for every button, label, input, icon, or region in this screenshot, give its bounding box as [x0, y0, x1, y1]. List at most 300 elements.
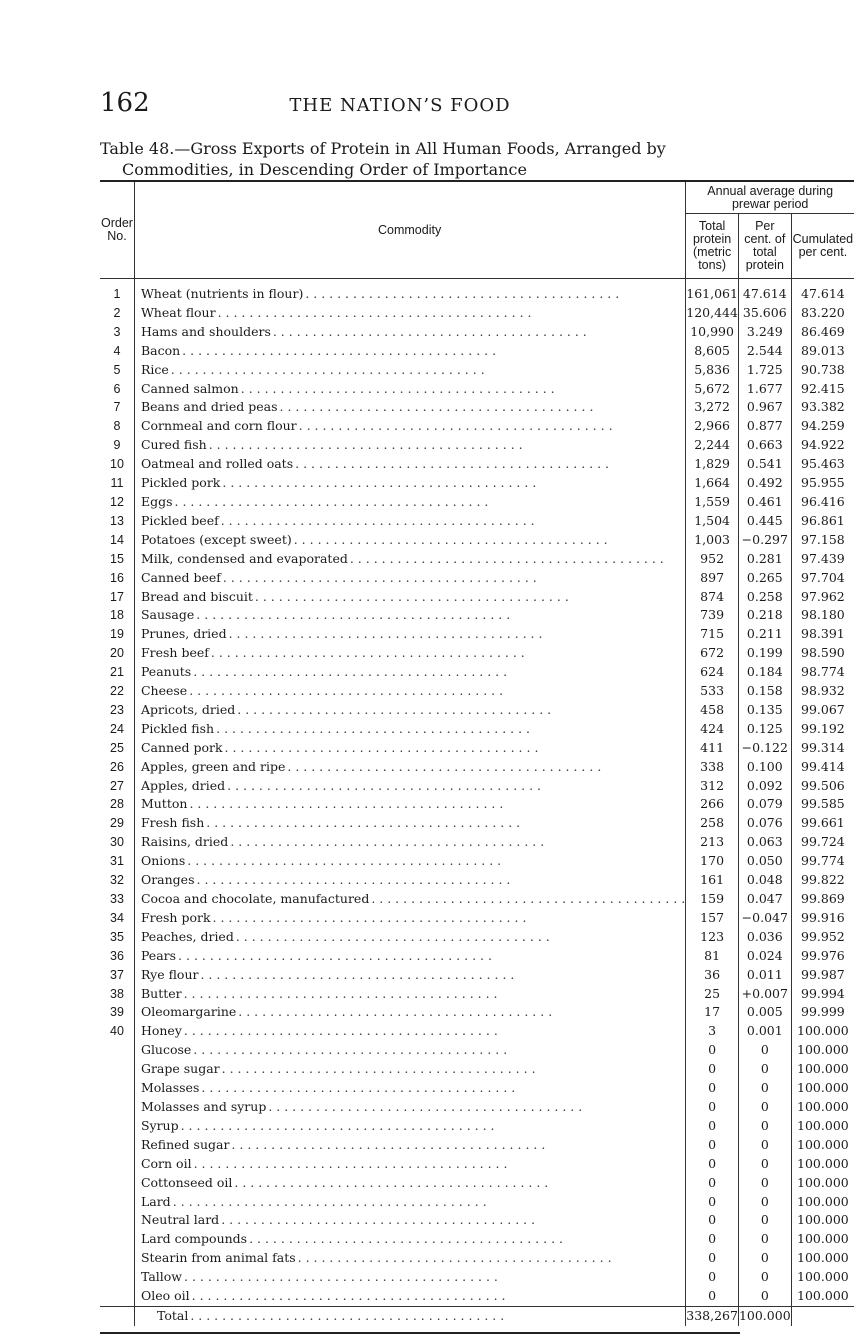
commodity-label: Canned pork	[140, 739, 223, 755]
leader-dots: . . . . . . . . . . . . . . . . . . . . . . . . . . . . . . . . . . . . . . . .	[293, 531, 608, 547]
order-cell: 28	[110, 797, 124, 812]
percent-cell: 0.036	[738, 928, 791, 947]
percent-cell: 0.011	[738, 966, 791, 985]
order-cell: 12	[110, 494, 124, 509]
percent-cell: 0.967	[738, 398, 791, 417]
commodity-cell	[134, 909, 685, 928]
cumulated-cell: 100.000	[797, 1117, 849, 1133]
table-row	[100, 682, 854, 701]
commodity-label: Wheat flour	[140, 304, 216, 320]
cumulated-cell: 99.976	[801, 947, 845, 963]
commodity-cell	[134, 1211, 685, 1230]
commodity-cell	[134, 550, 685, 569]
cumulated-cell: 95.463	[801, 456, 845, 472]
cumulated-cell: 99.774	[801, 853, 845, 869]
percent-cell: 0	[738, 1193, 791, 1212]
total-protein-cell: 1,003	[686, 531, 739, 550]
order-cell: 27	[110, 778, 124, 793]
table-row	[100, 550, 854, 569]
cumulated-cell: 97.704	[801, 569, 845, 585]
total-protein-cell: 10,990	[686, 323, 739, 342]
cumulated-cell: 99.987	[801, 966, 845, 982]
leader-dots: . . . . . . . . . . . . . . . . . . . . . . . . . . . . . . . . . . . . . . . .	[216, 720, 531, 736]
commodity-cell	[134, 304, 685, 323]
percent-cell: 0	[738, 1155, 791, 1174]
table-row	[100, 663, 854, 682]
total-protein-cell: 120,444	[686, 304, 739, 323]
percent-cell: 0.125	[738, 720, 791, 739]
table-row	[100, 1136, 854, 1155]
commodity-label: Cocoa and chocolate, manufactured	[140, 891, 370, 906]
percent-cell: 0	[738, 1098, 791, 1117]
table-row	[100, 701, 854, 720]
percent-cell: 0.199	[738, 644, 791, 663]
cumulated-cell: 100.000	[797, 1042, 849, 1058]
running-head: THE NATION’S FOOD	[289, 95, 511, 116]
commodity-cell	[134, 966, 685, 985]
total-protein-cell: 3	[686, 1022, 739, 1041]
order-cell: 37	[110, 967, 124, 982]
commodity-label: Hams and shoulders	[140, 323, 271, 339]
total-protein-cell: 161,061	[686, 279, 739, 304]
percent-cell: 0.135	[738, 701, 791, 720]
commodity-cell	[134, 1268, 685, 1287]
table-row	[100, 512, 854, 531]
table-row	[100, 606, 854, 625]
commodity-cell	[134, 436, 685, 455]
percent-cell: +0.007	[738, 985, 791, 1004]
table-row	[100, 833, 854, 852]
cumulated-cell: 98.932	[801, 683, 845, 699]
commodity-cell	[134, 1117, 685, 1136]
commodity-cell	[134, 682, 685, 701]
commodity-cell	[134, 380, 685, 399]
total-protein-cell: 672	[686, 644, 739, 663]
commodity-cell	[134, 644, 685, 663]
order-cell: 1	[113, 287, 121, 301]
commodity-label: Pears	[140, 947, 177, 963]
order-cell	[100, 1060, 134, 1079]
total-protein-cell: 0	[686, 1230, 739, 1249]
commodity-cell	[134, 398, 685, 417]
table-row	[100, 966, 854, 985]
table-row	[100, 758, 854, 777]
table-row	[100, 1098, 854, 1117]
order-cell: 16	[110, 570, 124, 585]
cumulated-cell: 99.414	[801, 758, 845, 774]
commodity-label: Stearin from animal fats	[140, 1250, 296, 1266]
cumulated-cell: 93.382	[801, 399, 845, 415]
commodity-cell	[134, 342, 685, 361]
percent-cell: 0	[738, 1230, 791, 1249]
percent-cell: 0.877	[738, 417, 791, 436]
commodity-label: Cornmeal and corn flour	[140, 418, 297, 434]
table-row	[100, 852, 854, 871]
total-protein-cell: 0	[686, 1268, 739, 1287]
total-cumulated-cell	[791, 1306, 854, 1325]
commodity-cell	[134, 795, 685, 814]
commodity-cell	[134, 279, 685, 304]
commodity-cell	[134, 1079, 685, 1098]
total-protein-cell: 0	[686, 1287, 739, 1306]
commodity-label: Total	[156, 1307, 189, 1323]
percent-cell: 0.047	[738, 890, 791, 909]
table-row	[100, 304, 854, 323]
cumulated-cell: 96.416	[801, 493, 845, 509]
commodity-cell	[134, 758, 685, 777]
total-protein-cell: 170	[686, 852, 739, 871]
leader-dots: . . . . . . . . . . . . . . . . . . . . . . . . . . . . . . . . . . . . . . . .	[193, 1155, 508, 1171]
total-protein-cell: 0	[686, 1155, 739, 1174]
cumulated-cell: 100.000	[797, 1288, 849, 1304]
order-cell: 8	[113, 419, 121, 434]
commodity-cell	[134, 1060, 685, 1079]
commodity-label: Prunes, dried	[140, 626, 227, 642]
leader-dots: . . . . . . . . . . . . . . . . . . . . . . . . . . . . . . . . . . . . . . . .	[224, 739, 539, 755]
total-protein-cell: 897	[686, 569, 739, 588]
table-row	[100, 1022, 854, 1041]
commodity-cell	[134, 323, 685, 342]
leader-dots: . . . . . . . . . . . . . . . . . . . . . . . . . . . . . . . . . . . . . . . .	[249, 1231, 563, 1247]
leader-dots: . . . . . . . . . . . . . . . . . . . . . . . . . . . . . . . . . . . . . . . .	[297, 1250, 612, 1266]
commodity-cell	[134, 1022, 685, 1041]
percent-cell: 2.544	[738, 342, 791, 361]
leader-dots: . . . . . . . . . . . . . . . . . . . . . . . . . . . . . . . . . . . . . . . .	[187, 853, 502, 869]
cumulated-cell: 97.158	[801, 531, 845, 547]
order-cell: 5	[113, 362, 121, 377]
leader-dots: . . . . . . . . . . . . . . . . . . . . . . . . . . . . . . . . . . . . . . . .	[235, 928, 550, 944]
total-protein-cell: 458	[686, 701, 739, 720]
leader-dots: . . . . . . . . . . . . . . . . . . . . . . . . . . . . . . . . . . . . . . . .	[201, 1080, 516, 1096]
leader-dots: . . . . . . . . . . . . . . . . . . . . . . . . . . . . . . . . . . . . . . . .	[298, 418, 613, 434]
total-row	[100, 1306, 854, 1325]
cumulated-cell: 99.661	[801, 815, 845, 831]
percent-cell: 0.184	[738, 663, 791, 682]
commodity-label: Cured fish	[140, 437, 207, 453]
leader-dots: . . . . . . . . . . . . . . . . . . . . . . . . . . . . . . . . . . . . . . . .	[240, 380, 555, 396]
table-row	[100, 323, 854, 342]
table-row	[100, 814, 854, 833]
total-protein-cell: 2,244	[686, 436, 739, 455]
total-protein-cell: 5,672	[686, 380, 739, 399]
total-protein-sum: 338,267	[686, 1306, 739, 1325]
percent-cell: 0.079	[738, 795, 791, 814]
commodity-label: Oranges	[140, 872, 195, 888]
percent-cell: 0	[738, 1174, 791, 1193]
cumulated-cell: 99.585	[801, 796, 845, 812]
total-protein-cell: 1,664	[686, 474, 739, 493]
table-row	[100, 588, 854, 607]
commodity-cell	[134, 928, 685, 947]
cumulated-cell: 99.869	[801, 891, 845, 906]
leader-dots: . . . . . . . . . . . . . . . . . . . . . . . . . . . . . . . . . . . . . . . .	[222, 475, 537, 491]
commodity-label: Oleomargarine	[140, 1004, 237, 1020]
total-protein-cell: 0	[686, 1193, 739, 1212]
commodity-cell	[134, 493, 685, 512]
commodity-label: Butter	[140, 985, 182, 1001]
commodity-label: Oatmeal and rolled oats	[140, 456, 294, 472]
total-protein-cell: 0	[686, 1098, 739, 1117]
total-protein-cell: 266	[686, 795, 739, 814]
commodity-label: Rice	[140, 361, 169, 377]
leader-dots: . . . . . . . . . . . . . . . . . . . . . . . . . . . . . . . . . . . . . . . .	[183, 985, 498, 1001]
percent-cell: 0	[738, 1041, 791, 1060]
order-cell: 26	[110, 759, 124, 774]
total-protein-cell: 312	[686, 777, 739, 796]
cumulated-cell: 100.000	[797, 1098, 849, 1114]
leader-dots: . . . . . . . . . . . . . . . . . . . . . . . . . . . . . . . . . . . . . . . .	[193, 664, 508, 680]
cumulated-cell: 100.000	[797, 1269, 849, 1285]
total-protein-cell: 1,829	[686, 455, 739, 474]
cumulated-cell: 86.469	[801, 323, 845, 339]
order-cell	[100, 1041, 134, 1060]
table-row	[100, 1003, 854, 1022]
percent-cell: −0.122	[738, 739, 791, 758]
commodity-cell	[134, 1174, 685, 1193]
table-row	[100, 1249, 854, 1268]
table-header	[100, 181, 854, 279]
cumulated-cell: 100.000	[797, 1061, 849, 1077]
total-protein-cell: 338	[686, 758, 739, 777]
table-row	[100, 1041, 854, 1060]
order-cell: 7	[113, 400, 121, 415]
leader-dots: . . . . . . . . . . . . . . . . . . . . . . . . . . . . . . . . . . . . . . . .	[180, 1117, 495, 1133]
total-protein-cell: 161	[686, 871, 739, 890]
commodity-label: Apples, green and ripe	[140, 758, 286, 774]
order-cell: 31	[110, 854, 124, 869]
order-cell	[100, 1079, 134, 1098]
percent-cell: 0.265	[738, 569, 791, 588]
commodity-label: Tallow	[140, 1269, 182, 1285]
percent-cell: 0	[738, 1211, 791, 1230]
table-row	[100, 380, 854, 399]
commodity-cell	[134, 871, 685, 890]
commodity-label: Canned salmon	[140, 380, 239, 396]
order-cell: 30	[110, 835, 124, 850]
commodity-label: Corn oil	[140, 1155, 192, 1171]
commodity-cell	[134, 1287, 685, 1306]
commodity-label: Grape sugar	[140, 1061, 220, 1077]
leader-dots: . . . . . . . . . . . . . . . . . . . . . . . . . . . . . . . . . . . . . . . .	[231, 1136, 546, 1152]
order-cell: 24	[110, 721, 124, 736]
total-protein-cell: 533	[686, 682, 739, 701]
order-cell: 32	[110, 873, 124, 888]
cumulated-cell: 83.220	[801, 304, 845, 320]
percent-cell: 0.461	[738, 493, 791, 512]
commodity-cell	[134, 1193, 685, 1212]
leader-dots: . . . . . . . . . . . . . . . . . . . . . . . . . . . . . . . . . . . . . . . .	[212, 909, 527, 925]
table-row	[100, 493, 854, 512]
order-cell	[100, 1117, 134, 1136]
leader-dots: . . . . . . . . . . . . . . . . . . . . . . . . . . . . . . . . . . . . . . . .	[221, 1061, 536, 1077]
percent-cell: 0.541	[738, 455, 791, 474]
table-row	[100, 739, 854, 758]
leader-dots: . . . . . . . . . . . . . . . . . . . . . . . . . . . . . . . . . . . . . . . .	[234, 1174, 549, 1190]
percent-cell: 0	[738, 1268, 791, 1287]
cumulated-cell: 99.724	[801, 834, 845, 850]
total-protein-cell: 952	[686, 550, 739, 569]
leader-dots: . . . . . . . . . . . . . . . . . . . . . . . . . . . . . . . . . . . . . . . .	[227, 777, 542, 793]
leader-dots: . . . . . . . . . . . . . . . . . . . . . . . . . . . . . . . . . . . . . . . .	[170, 361, 485, 377]
commodity-label: Oleo oil	[140, 1288, 190, 1304]
order-cell: 9	[113, 438, 121, 453]
leader-dots: . . . . . . . . . . . . . . . . . . . . . . . . . . . . . . . . . . . . . . . .	[220, 512, 535, 528]
total-protein-cell: 2,966	[686, 417, 739, 436]
commodity-label: Bacon	[140, 342, 181, 358]
table-row	[100, 279, 854, 304]
table-row	[100, 531, 854, 550]
order-cell: 18	[110, 608, 124, 623]
order-cell: 11	[110, 476, 124, 491]
leader-dots: . . . . . . . . . . . . . . . . . . . . . . . . . . . . . . . . . . . . . . . .	[237, 701, 552, 717]
cumulated-cell: 98.590	[801, 645, 845, 661]
total-protein-cell: 3,272	[686, 398, 739, 417]
commodity-label: Mutton	[140, 796, 188, 812]
order-cell: 25	[110, 740, 124, 755]
percent-cell: 0.445	[738, 512, 791, 531]
cumulated-cell: 98.180	[801, 607, 845, 623]
page-number: 162	[100, 88, 150, 118]
commodity-label: Rye flour	[140, 966, 199, 982]
cumulated-cell: 99.506	[801, 777, 845, 793]
order-cell	[100, 1155, 134, 1174]
table-row	[100, 947, 854, 966]
percent-cell: 0	[738, 1060, 791, 1079]
percent-cell: 0.100	[738, 758, 791, 777]
commodity-label: Onions	[140, 853, 186, 869]
commodity-cell	[134, 625, 685, 644]
percent-cell: 0	[738, 1117, 791, 1136]
commodity-label: Lard compounds	[140, 1231, 248, 1247]
total-protein-cell: 739	[686, 606, 739, 625]
percent-cell: 0.211	[738, 625, 791, 644]
commodity-label: Refined sugar	[140, 1136, 230, 1152]
table-row	[100, 436, 854, 455]
table-row	[100, 985, 854, 1004]
percent-cell: 0.492	[738, 474, 791, 493]
commodity-label: Canned beef	[140, 569, 221, 585]
table-row	[100, 1230, 854, 1249]
commodity-cell	[134, 1155, 685, 1174]
commodity-label: Apples, dried	[140, 777, 226, 793]
order-cell	[100, 1211, 134, 1230]
total-protein-cell: 0	[686, 1117, 739, 1136]
percent-cell: 1.725	[738, 361, 791, 380]
table-row	[100, 871, 854, 890]
total-protein-cell: 0	[686, 1211, 739, 1230]
total-protein-cell: 0	[686, 1136, 739, 1155]
commodity-label: Lard	[140, 1193, 171, 1209]
commodity-cell	[134, 852, 685, 871]
percent-cell: 0.076	[738, 814, 791, 833]
commodity-label: Wheat (nutrients in flour)	[140, 286, 304, 301]
commodity-cell	[134, 833, 685, 852]
percent-cell: −0.047	[738, 909, 791, 928]
order-cell: 35	[110, 929, 124, 944]
order-cell: 23	[110, 702, 124, 717]
table-row	[100, 455, 854, 474]
total-protein-cell: 213	[686, 833, 739, 852]
commodity-cell	[134, 1230, 685, 1249]
header-cumulated: Cumulated per cent.	[792, 232, 854, 259]
table-body	[100, 279, 854, 1326]
commodity-label: Fresh beef	[140, 645, 209, 661]
percent-cell: 0.024	[738, 947, 791, 966]
header-commodity: Commodity	[134, 181, 685, 279]
commodity-label: Cottonseed oil	[140, 1174, 233, 1190]
commodity-cell	[134, 531, 685, 550]
cumulated-cell: 100.000	[797, 1136, 849, 1152]
order-cell: 14	[110, 532, 124, 547]
order-cell: 39	[110, 1005, 124, 1020]
cumulated-cell: 99.999	[801, 1004, 845, 1020]
commodity-cell	[134, 1136, 685, 1155]
cumulated-cell: 99.916	[801, 909, 845, 925]
order-cell: 2	[113, 305, 121, 320]
total-protein-cell: 0	[686, 1060, 739, 1079]
cumulated-cell: 99.067	[801, 701, 845, 717]
percent-cell: −0.297	[738, 531, 791, 550]
order-cell: 38	[110, 986, 124, 1001]
total-protein-cell: 1,504	[686, 512, 739, 531]
commodity-cell	[134, 1003, 685, 1022]
header-total: Total protein (metric tons)	[686, 214, 739, 279]
cumulated-cell: 100.000	[797, 1174, 849, 1190]
commodity-label: Pickled beef	[140, 512, 219, 528]
commodity-label: Glucose	[140, 1042, 192, 1058]
commodity-cell	[134, 1249, 685, 1268]
leader-dots: . . . . . . . . . . . . . . . . . . . . . . . . . . . . . . . . . . . . . . . .	[190, 1307, 505, 1323]
order-cell	[100, 1249, 134, 1268]
order-cell	[100, 1287, 134, 1306]
order-cell: 17	[110, 589, 124, 604]
commodity-label: Syrup	[140, 1117, 179, 1133]
table-caption	[100, 138, 740, 180]
total-protein-cell: 0	[686, 1174, 739, 1193]
percent-cell: 0.050	[738, 852, 791, 871]
commodity-cell	[134, 588, 685, 607]
total-protein-cell: 424	[686, 720, 739, 739]
percent-cell: 0.005	[738, 1003, 791, 1022]
order-cell: 33	[110, 892, 124, 906]
table-row	[100, 1155, 854, 1174]
commodity-label: Apricots, dried	[140, 701, 236, 717]
total-percent-sum: 100.000	[738, 1306, 791, 1325]
total-label-cell	[134, 1306, 685, 1325]
order-cell: 34	[110, 910, 124, 925]
table-row	[100, 1211, 854, 1230]
commodity-cell	[134, 417, 685, 436]
commodity-cell	[134, 720, 685, 739]
leader-dots: . . . . . . . . . . . . . . . . . . . . . . . . . . . . . . . . . . . . . . . .	[178, 947, 492, 963]
total-protein-cell: 715	[686, 625, 739, 644]
order-cell: 3	[113, 324, 121, 339]
commodity-label: Eggs	[140, 493, 173, 509]
table-row	[100, 1287, 854, 1306]
leader-dots: . . . . . . . . . . . . . . . . . . . . . . . . . . . . . . . . . . . . . . . .	[217, 304, 532, 320]
commodity-label: Honey	[140, 1023, 182, 1039]
table-row	[100, 569, 854, 588]
commodity-label: Milk, condensed and evaporated	[140, 550, 348, 566]
leader-dots: . . . . . . . . . . . . . . . . . . . . . . . . . . . . . . . . . . . . . . . .	[191, 1288, 506, 1304]
total-protein-cell: 36	[686, 966, 739, 985]
cumulated-cell: 99.822	[801, 872, 845, 888]
commodity-label: Neutral lard	[140, 1212, 220, 1228]
cumulated-cell: 98.391	[801, 626, 845, 642]
leader-dots: . . . . . . . . . . . . . . . . . . . . . . . . . . . . . . . . . . . . . . . .	[268, 1098, 583, 1114]
table-row	[100, 1268, 854, 1287]
table-row	[100, 474, 854, 493]
